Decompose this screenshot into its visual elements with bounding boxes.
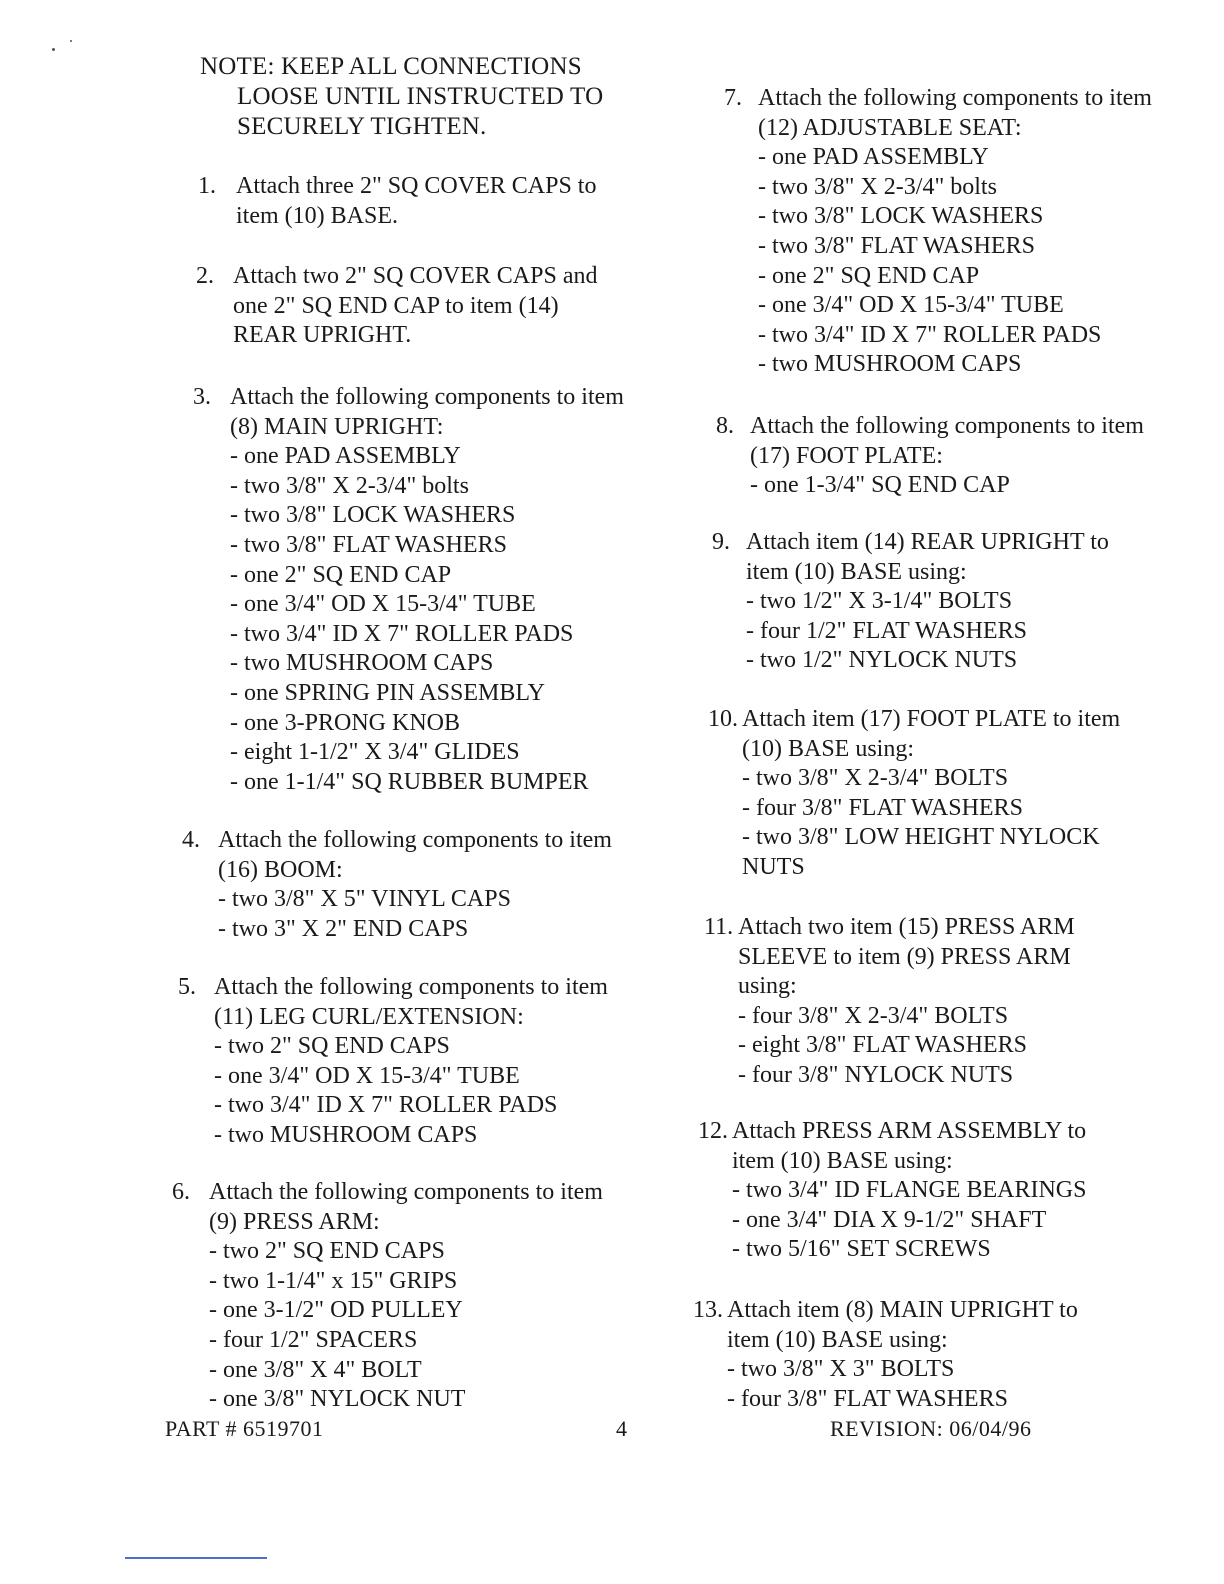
- step-number: 13.: [693, 1297, 723, 1323]
- step-component: - two 3/4" ID X 7" ROLLER PADS: [214, 1092, 558, 1119]
- step-component: (10) BASE using:: [742, 735, 915, 762]
- step-number: 11.: [704, 914, 734, 940]
- step-component: - two 2" SQ END CAPS: [214, 1033, 450, 1060]
- step-component: one 2" SQ END CAP to item (14): [233, 292, 559, 319]
- step-component: - four 3/8" FLAT WASHERS: [727, 1385, 1008, 1412]
- step-instruction: Attach the following components to item: [758, 85, 1152, 111]
- step-component: - one 1-1/4" SQ RUBBER BUMPER: [230, 768, 589, 795]
- step-body: [236, 172, 596, 231]
- step-component: - one 3-1/2" OD PULLEY: [209, 1297, 463, 1324]
- step-instruction: Attach item (17) FOOT PLATE to item: [742, 706, 1121, 732]
- step-instruction: Attach PRESS ARM ASSEMBLY to: [732, 1118, 1087, 1144]
- step-component: - four 3/8" NYLOCK NUTS: [738, 1061, 1014, 1088]
- step-component: item (10) BASE using:: [727, 1326, 948, 1353]
- step-component: NUTS: [742, 853, 805, 880]
- step-body: [758, 84, 1152, 380]
- step-body: [214, 973, 608, 1151]
- step-component: - one 3/4" OD X 15-3/4" TUBE: [214, 1062, 520, 1089]
- bottom-rule: [125, 1557, 267, 1559]
- step-instruction: Attach the following components to item: [218, 827, 612, 853]
- step-instruction: Attach three 2" SQ COVER CAPS to: [236, 173, 597, 199]
- step-number: 4.: [182, 827, 200, 853]
- step-component: - one 1-3/4" SQ END CAP: [750, 472, 1010, 499]
- step-component: - one 3/4" DIA X 9-1/2" SHAFT: [732, 1206, 1047, 1233]
- page-number: 4: [616, 1416, 628, 1441]
- step-number: 12.: [698, 1118, 728, 1144]
- step-body: [746, 528, 1109, 676]
- assembly-note: [200, 52, 660, 142]
- step-component: - four 3/8" FLAT WASHERS: [742, 794, 1023, 821]
- step-component: - two MUSHROOM CAPS: [230, 650, 494, 677]
- step-component: - four 3/8" X 2-3/4" BOLTS: [738, 1002, 1009, 1029]
- step-component: - four 1/2" FLAT WASHERS: [746, 617, 1027, 644]
- step-component: - one 3/4" OD X 15-3/4" TUBE: [230, 591, 536, 618]
- step-number: 5.: [178, 974, 196, 1000]
- step-component: (9) PRESS ARM:: [209, 1208, 380, 1235]
- step-body: [209, 1178, 603, 1415]
- step-body: [727, 1296, 1078, 1414]
- step-number: 6.: [172, 1179, 190, 1205]
- step-component: - two 3/4" ID X 7" ROLLER PADS: [230, 620, 574, 647]
- step-component: - two MUSHROOM CAPS: [758, 351, 1022, 378]
- step-component: - two 3/8" X 2-3/4" bolts: [230, 472, 469, 499]
- step-component: - eight 3/8" FLAT WASHERS: [738, 1032, 1027, 1059]
- step-instruction: Attach the following components to item: [230, 384, 624, 410]
- note-line: LOOSE UNTIL INSTRUCTED TO: [237, 83, 604, 110]
- step-component: - two 3/8" LOCK WASHERS: [758, 203, 1044, 230]
- step-component: - two MUSHROOM CAPS: [214, 1121, 478, 1148]
- step-component: (11) LEG CURL/EXTENSION:: [214, 1003, 524, 1030]
- step-component: - two 1-1/4" x 15" GRIPS: [209, 1267, 458, 1294]
- step-number: 3.: [193, 384, 211, 410]
- step-instruction: Attach the following components to item: [214, 974, 608, 1000]
- step-component: using:: [738, 973, 797, 1000]
- step-number: 2.: [196, 263, 214, 289]
- step-component: - two 3/8" X 2-3/4" BOLTS: [742, 765, 1009, 792]
- step-component: - two 3/8" LOW HEIGHT NYLOCK: [742, 824, 1100, 851]
- step-component: - two 5/16" SET SCREWS: [732, 1236, 991, 1263]
- note-line: NOTE: KEEP ALL CONNECTIONS: [200, 53, 582, 80]
- step-component: - two 2" SQ END CAPS: [209, 1238, 445, 1265]
- step-component: SLEEVE to item (9) PRESS ARM: [738, 943, 1071, 970]
- step-component: - four 1/2" SPACERS: [209, 1326, 418, 1353]
- step-number: 8.: [716, 413, 734, 439]
- step-body: [732, 1117, 1086, 1265]
- step-component: - one 3-PRONG KNOB: [230, 709, 460, 736]
- scan-speck: [52, 48, 55, 51]
- step-component: - one 3/8" X 4" BOLT: [209, 1356, 422, 1383]
- step-component: - eight 1-1/2" X 3/4" GLIDES: [230, 739, 520, 766]
- step-component: - two 3/4" ID FLANGE BEARINGS: [732, 1177, 1087, 1204]
- step-body: [230, 383, 624, 797]
- step-component: - one 2" SQ END CAP: [758, 262, 980, 289]
- step-component: - two 3/8" X 5" VINYL CAPS: [218, 886, 511, 913]
- step-number: 9.: [712, 529, 730, 555]
- step-component: (12) ADJUSTABLE SEAT:: [758, 114, 1022, 141]
- step-component: - one 2" SQ END CAP: [230, 561, 452, 588]
- step-body: [233, 262, 597, 351]
- step-component: (17) FOOT PLATE:: [750, 442, 943, 469]
- step-component: item (10) BASE using:: [746, 558, 967, 585]
- revision-date: REVISION: 06/04/96: [830, 1416, 1032, 1441]
- step-body: [750, 412, 1144, 501]
- step-component: - one PAD ASSEMBLY: [758, 144, 989, 171]
- step-component: - two 3" X 2" END CAPS: [218, 915, 469, 942]
- step-component: - two 3/8" LOCK WASHERS: [230, 502, 516, 529]
- step-body: [738, 913, 1075, 1091]
- note-line: SECURELY TIGHTEN.: [237, 113, 487, 140]
- step-component: - two 3/8" FLAT WASHERS: [230, 531, 507, 558]
- step-component: - two 3/8" X 3" BOLTS: [727, 1356, 955, 1383]
- step-component: - one SPRING PIN ASSEMBLY: [230, 679, 545, 706]
- step-instruction: Attach item (8) MAIN UPRIGHT to: [727, 1297, 1078, 1323]
- step-number: 7.: [724, 85, 742, 111]
- step-instruction: Attach the following components to item: [209, 1179, 603, 1205]
- step-body: [218, 826, 612, 944]
- part-number: PART # 6519701: [165, 1416, 324, 1441]
- step-component: (16) BOOM:: [218, 856, 343, 883]
- step-instruction: Attach item (14) REAR UPRIGHT to: [746, 529, 1109, 555]
- step-component: - two 3/4" ID X 7" ROLLER PADS: [758, 321, 1102, 348]
- step-component: - two 1/2" NYLOCK NUTS: [746, 647, 1018, 674]
- step-component: - two 1/2" X 3-1/4" BOLTS: [746, 588, 1013, 615]
- step-component: - two 3/8" X 2-3/4" bolts: [758, 173, 997, 200]
- step-number: 10.: [708, 706, 738, 732]
- step-component: (8) MAIN UPRIGHT:: [230, 413, 444, 440]
- scan-speck: [70, 40, 72, 42]
- step-instruction: Attach two 2" SQ COVER CAPS and: [233, 263, 598, 289]
- step-body: [742, 705, 1120, 883]
- step-component: - one 3/4" OD X 15-3/4" TUBE: [758, 292, 1064, 319]
- step-instruction: Attach the following components to item: [750, 413, 1144, 439]
- step-component: REAR UPRIGHT.: [233, 322, 412, 349]
- step-component: item (10) BASE.: [236, 202, 398, 229]
- step-number: 1.: [198, 173, 216, 199]
- step-component: item (10) BASE using:: [732, 1147, 953, 1174]
- step-component: - one 3/8" NYLOCK NUT: [209, 1386, 466, 1413]
- step-component: - two 3/8" FLAT WASHERS: [758, 232, 1035, 259]
- step-instruction: Attach two item (15) PRESS ARM: [738, 914, 1075, 940]
- step-component: - one PAD ASSEMBLY: [230, 443, 461, 470]
